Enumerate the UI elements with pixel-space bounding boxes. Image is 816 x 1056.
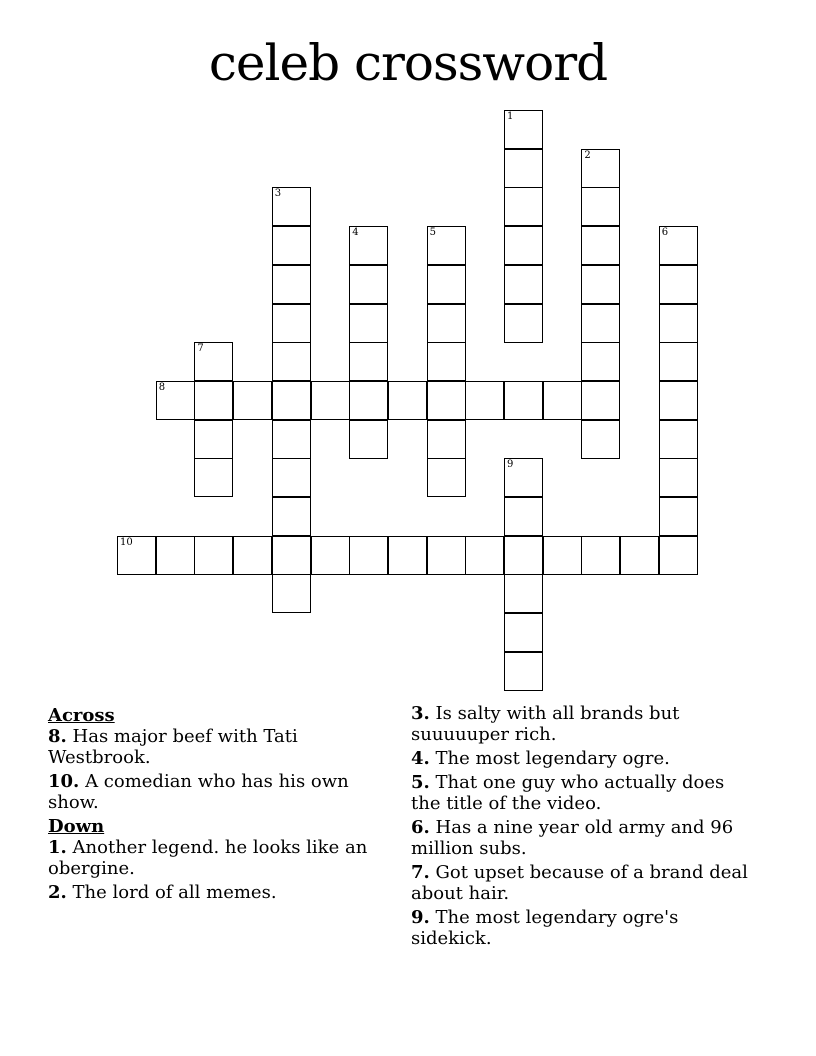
crossword-cell[interactable] <box>233 381 272 420</box>
crossword-cell[interactable] <box>427 226 466 265</box>
crossword-cell[interactable] <box>272 420 311 459</box>
crossword-cell[interactable] <box>272 342 311 381</box>
crossword-cell[interactable] <box>427 381 466 420</box>
crossword-cell[interactable] <box>504 381 543 420</box>
cell-number: 9 <box>507 459 514 471</box>
cell-number: 8 <box>158 381 166 393</box>
crossword-cell[interactable] <box>427 265 466 304</box>
crossword-cell[interactable] <box>581 536 620 575</box>
crossword-cell[interactable] <box>272 304 311 343</box>
crossword-cell[interactable] <box>504 497 543 536</box>
clue-number: 4. <box>411 748 430 769</box>
crossword-cell[interactable] <box>427 458 466 497</box>
crossword-cell[interactable] <box>504 187 543 226</box>
clue-number: 7. <box>411 862 430 883</box>
cell-number: 5 <box>429 227 436 239</box>
clue-text: Is salty with all brands but suuuuuper rich. <box>411 703 680 745</box>
crossword-cell[interactable] <box>272 187 311 226</box>
crossword-cell[interactable] <box>659 458 698 497</box>
page-title: celeb crossword <box>208 34 608 92</box>
crossword-cell[interactable] <box>659 304 698 343</box>
cell-number: 6 <box>661 227 669 239</box>
clue-text: Has a nine year old army and 96 million subs. <box>411 817 734 859</box>
crossword-cell[interactable] <box>388 381 427 420</box>
cell-number: 3 <box>274 188 282 200</box>
crossword-cell[interactable] <box>581 226 620 265</box>
crossword-cell[interactable] <box>194 342 233 381</box>
clue-text: Another legend. he looks like an obergine. <box>48 837 368 879</box>
crossword-cell[interactable] <box>311 381 350 420</box>
crossword-cell[interactable] <box>504 652 543 691</box>
crossword-cell[interactable] <box>272 497 311 536</box>
crossword-cell[interactable] <box>581 265 620 304</box>
cell-number: 10 <box>120 536 133 548</box>
crossword-cell[interactable] <box>272 381 311 420</box>
crossword-cell[interactable] <box>504 536 543 575</box>
crossword-cell[interactable] <box>194 381 233 420</box>
clue-number: 5. <box>411 772 430 793</box>
cell-number: 1 <box>507 111 514 122</box>
crossword-cell[interactable] <box>194 536 233 575</box>
crossword-cell[interactable] <box>349 536 388 575</box>
crossword-cell[interactable] <box>427 342 466 381</box>
crossword-cell[interactable] <box>543 536 582 575</box>
clue-item <box>411 817 756 859</box>
crossword-cell[interactable] <box>272 536 311 575</box>
clue-number: 8. <box>48 726 67 747</box>
crossword-cell[interactable] <box>659 342 698 381</box>
crossword-cell[interactable] <box>272 458 311 497</box>
crossword-cell[interactable] <box>272 265 311 304</box>
clue-number: 6. <box>411 817 430 838</box>
clue-number: 10. <box>48 771 80 792</box>
crossword-cell[interactable] <box>388 536 427 575</box>
crossword-cell[interactable] <box>581 342 620 381</box>
clue-item <box>48 837 378 879</box>
clue-number: 2. <box>48 882 67 903</box>
crossword-cell[interactable] <box>504 613 543 652</box>
clue-item <box>411 907 756 949</box>
crossword-cell[interactable] <box>659 420 698 459</box>
clues-column-right <box>411 703 756 952</box>
clue-text: The most legendary ogre. <box>435 748 670 769</box>
crossword-cell[interactable] <box>427 420 466 459</box>
cell-number: 2 <box>584 149 591 161</box>
crossword-cell[interactable] <box>427 536 466 575</box>
crossword-cell[interactable] <box>659 497 698 536</box>
crossword-cell[interactable] <box>581 420 620 459</box>
crossword-cell[interactable] <box>581 149 620 188</box>
clue-number: 1. <box>48 837 67 858</box>
clue-item <box>48 726 378 768</box>
clue-item <box>48 882 378 903</box>
clue-number: 3. <box>411 703 430 724</box>
crossword-cell[interactable] <box>194 420 233 459</box>
crossword-cell[interactable] <box>581 304 620 343</box>
clue-text: A comedian who has his own show. <box>48 771 349 813</box>
crossword-cell[interactable] <box>543 381 582 420</box>
crossword-cell[interactable] <box>465 536 504 575</box>
clue-number: 9. <box>411 907 430 928</box>
crossword-cell[interactable] <box>156 536 195 575</box>
clue-text: The most legendary ogre's sidekick. <box>411 907 679 949</box>
crossword-cell[interactable] <box>311 536 350 575</box>
clue-item <box>411 748 756 769</box>
crossword-cell[interactable] <box>504 110 543 149</box>
cell-number: 7 <box>197 343 204 355</box>
clue-item <box>411 772 756 814</box>
crossword-cell[interactable] <box>620 536 659 575</box>
clue-text: That one guy who actually does the title of the video. <box>411 772 725 814</box>
crossword-cell[interactable] <box>194 458 233 497</box>
crossword-cell[interactable] <box>504 149 543 188</box>
crossword-cell[interactable] <box>465 381 504 420</box>
crossword-cell[interactable] <box>581 381 620 420</box>
clue-text: The lord of all memes. <box>72 882 277 903</box>
crossword-cell[interactable] <box>349 304 388 343</box>
crossword-cell[interactable] <box>272 226 311 265</box>
clue-item <box>48 771 378 813</box>
crossword-cell[interactable] <box>659 536 698 575</box>
crossword-cell[interactable] <box>349 342 388 381</box>
crossword-cell[interactable] <box>581 187 620 226</box>
crossword-cell[interactable] <box>504 226 543 265</box>
cell-number: 4 <box>352 227 359 239</box>
clue-item <box>411 703 756 745</box>
crossword-cell[interactable] <box>659 226 698 265</box>
crossword-cell[interactable] <box>659 265 698 304</box>
clue-heading: Down <box>48 816 105 837</box>
crossword-cell[interactable] <box>504 265 543 304</box>
crossword-cell[interactable] <box>427 304 466 343</box>
clue-heading: Across <box>48 705 115 726</box>
clue-item <box>411 862 756 904</box>
crossword-cell[interactable] <box>233 536 272 575</box>
crossword-cell[interactable] <box>117 536 156 575</box>
crossword-cell[interactable] <box>156 381 195 420</box>
crossword-cell[interactable] <box>659 381 698 420</box>
clue-text: Has major beef with Tati Westbrook. <box>48 726 298 768</box>
clue-text: Got upset because of a brand deal about hair. <box>411 862 748 904</box>
crossword-cell[interactable] <box>349 265 388 304</box>
clues-column-left <box>48 703 378 906</box>
crossword-cell[interactable] <box>349 381 388 420</box>
crossword-cell[interactable] <box>504 458 543 497</box>
crossword-cell[interactable] <box>504 574 543 613</box>
crossword-cell[interactable] <box>272 574 311 613</box>
crossword-cell[interactable] <box>504 304 543 343</box>
crossword-cell[interactable] <box>349 226 388 265</box>
crossword-cell[interactable] <box>349 420 388 459</box>
